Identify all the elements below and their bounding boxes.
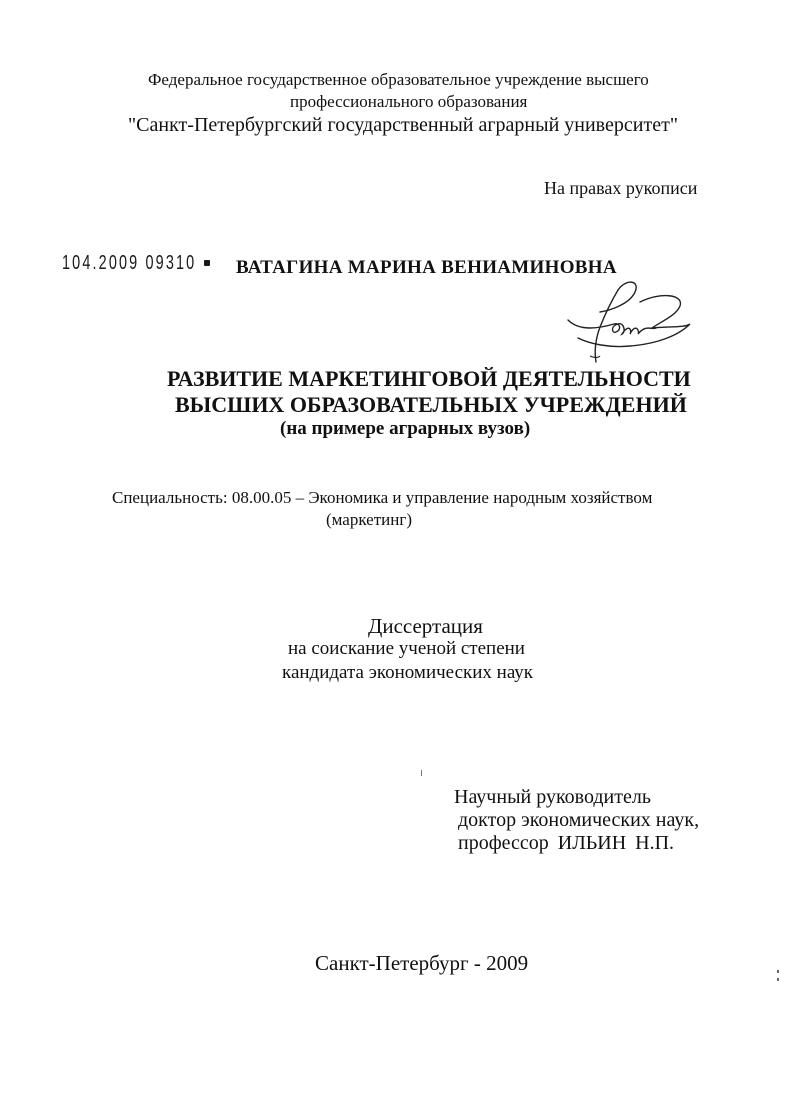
thesis-title-line-1: РАЗВИТИЕ МАРКЕТИНГОВОЙ ДЕЯТЕЛЬНОСТИ xyxy=(167,366,691,391)
registration-code: 104.2009 09310 xyxy=(62,252,197,274)
institution-line-1: Федеральное государственное образовательное учреждение высшего xyxy=(148,70,649,89)
supervisor-name: профессор ИЛЬИН Н.П. xyxy=(458,832,675,854)
code-mark xyxy=(204,260,210,266)
city-year: Санкт-Петербург - 2009 xyxy=(315,951,529,975)
specialty-line-2: (маркетинг) xyxy=(326,510,412,529)
university-name: "Санкт-Петербургский государственный аграрный университет" xyxy=(128,114,678,136)
supervisor-label: Научный руководитель xyxy=(454,786,651,808)
scan-speck xyxy=(777,970,779,973)
thesis-subtitle: (на примере аграрных вузов) xyxy=(280,418,531,439)
degree-line-1: на соискание ученой степени xyxy=(288,638,525,659)
scan-speck xyxy=(777,978,779,981)
thesis-title-line-2: ВЫСШИХ ОБРАЗОВАТЕЛЬНЫХ УЧРЕЖДЕНИЙ xyxy=(175,392,687,417)
dissertation-heading: Диссертация xyxy=(368,614,483,638)
specialty-line-1: Специальность: 08.00.05 – Экономика и управление народным хозяйством xyxy=(112,488,653,507)
signature-icon xyxy=(560,272,700,372)
scan-mark xyxy=(421,770,422,776)
degree-line-2: кандидата экономических наук xyxy=(282,662,534,683)
manuscript-note: На правах рукописи xyxy=(544,178,698,198)
institution-line-2: профессионального образования xyxy=(290,92,528,111)
supervisor-degree: доктор экономических наук, xyxy=(458,809,700,831)
author-name: ВАТАГИНА МАРИНА ВЕНИАМИНОВНА xyxy=(236,257,617,278)
